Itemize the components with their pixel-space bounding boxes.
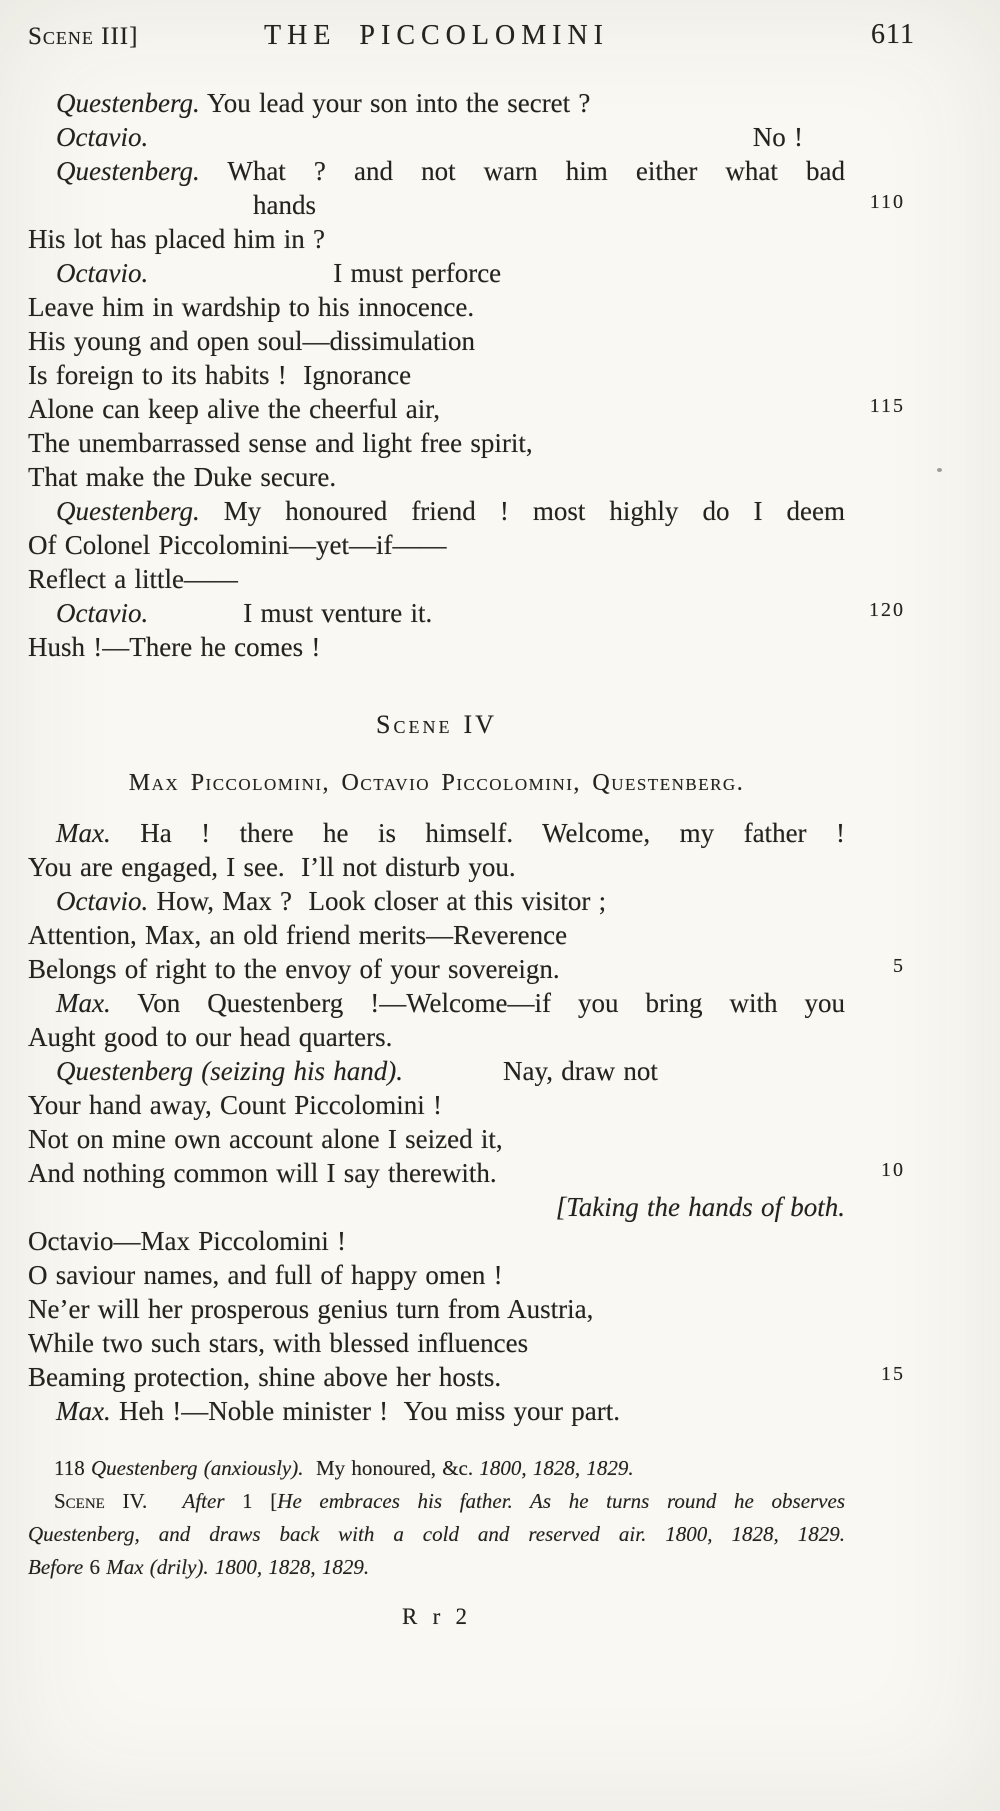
text-line xyxy=(28,884,845,918)
text-segment: Questenberg, and draws back with a cold and reserved air. 1800, 1828, 1829. xyxy=(28,1522,845,1546)
text-line xyxy=(28,850,845,884)
text-line xyxy=(28,596,905,630)
text-line xyxy=(28,1551,845,1584)
text-line xyxy=(28,918,845,952)
scan-speck xyxy=(937,468,942,472)
text-line xyxy=(28,528,845,562)
text-line xyxy=(28,426,845,460)
text-segment: 6 xyxy=(83,1555,107,1579)
text-segment: After xyxy=(182,1489,225,1513)
text-line xyxy=(28,1258,845,1292)
text-segment: hands xyxy=(253,190,316,220)
text-segment: You lead your son into the secret ? xyxy=(199,88,591,118)
text-segment: Belongs of right to the envoy of your sovereign. xyxy=(28,954,560,984)
text-line xyxy=(28,86,845,120)
text-segment: Questenberg (anxiously). xyxy=(90,1456,304,1480)
text-line xyxy=(28,392,905,426)
text-line xyxy=(28,1452,845,1485)
text-segment: His young and open soul—dissimulation xyxy=(28,326,475,356)
text-segment: Heh !—Noble minister ! You miss your part. xyxy=(110,1396,620,1426)
scene-4-heading: Scene IV xyxy=(376,710,497,739)
text-line xyxy=(28,494,845,528)
text-line xyxy=(28,1156,905,1190)
page-text-block xyxy=(28,86,905,1634)
text-line xyxy=(28,1190,845,1224)
text-segment: Max (drily). 1800, 1828, 1829. xyxy=(106,1555,370,1579)
text-segment: Attention, Max, an old friend merits—Reverence xyxy=(28,920,568,950)
text-segment: Before xyxy=(28,1555,84,1579)
text-line xyxy=(28,290,845,324)
text-segment: 1 [ xyxy=(224,1489,278,1513)
text-segment xyxy=(147,1489,182,1513)
text-line xyxy=(28,562,845,596)
running-header-title: THE PICCOLOMINI xyxy=(264,20,609,51)
text-segment: You are engaged, I see. I’ll not disturb you. xyxy=(28,852,516,882)
text-segment: Octavio—Max Piccolomini ! xyxy=(28,1226,346,1256)
text-segment: The unembarrassed sense and light free spirit, xyxy=(28,428,533,458)
text-segment: Alone can keep alive the cheerful air, xyxy=(28,394,440,424)
text-line xyxy=(28,1020,845,1054)
text-segment: Leave him in wardship to his innocence. xyxy=(28,292,475,322)
text-line xyxy=(28,154,845,188)
text-segment: 118 xyxy=(54,1456,91,1480)
text-segment: Octavio. xyxy=(56,122,149,152)
text-segment: Scene IV. xyxy=(54,1489,148,1513)
text-segment: Max. xyxy=(56,818,111,848)
text-line xyxy=(28,324,845,358)
text-segment: 1800, 1828, 1829. xyxy=(479,1456,634,1480)
running-header-scene-label: Scene III] xyxy=(28,23,139,50)
text-line xyxy=(28,986,845,1020)
text-line xyxy=(28,358,845,392)
text-segment: How, Max ? Look closer at this visitor ; xyxy=(148,886,607,916)
text-segment: Octavio. xyxy=(56,886,149,916)
signature-mark: R r 2 xyxy=(402,1604,471,1629)
text-segment: Ha ! there he is himself. Welcome, my father ! xyxy=(110,818,845,848)
text-segment: What ? and not warn him either what bad xyxy=(199,156,845,186)
text-segment: Hush !—There he comes ! xyxy=(28,632,321,662)
text-line xyxy=(28,1224,845,1258)
text-segment: While two such stars, with blessed influences xyxy=(28,1328,529,1358)
text-segment: [Taking the hands of both. xyxy=(555,1192,845,1222)
text-segment: Questenberg (seizing his hand). xyxy=(56,1056,403,1086)
text-segment: His lot has placed him in ? xyxy=(28,224,325,254)
verse-line-number: 110 xyxy=(869,191,905,213)
verse-line-number: 115 xyxy=(869,395,905,417)
text-line xyxy=(28,630,845,664)
text-segment: Octavio. xyxy=(56,598,149,628)
text-line xyxy=(28,1394,845,1428)
text-segment: My honoured, &c. xyxy=(303,1456,480,1480)
text-line xyxy=(28,222,845,256)
text-segment: Von Questenberg !—Welcome—if you bring with you xyxy=(110,988,845,1018)
text-segment: Is foreign to its habits ! Ignorance xyxy=(28,360,412,390)
text-line xyxy=(28,460,845,494)
text-segment: Max. xyxy=(56,988,111,1018)
text-segment: Ne’er will her prosperous genius turn from Austria, xyxy=(28,1294,594,1324)
right-inline-text: No ! xyxy=(752,122,803,152)
running-header xyxy=(28,19,915,52)
text-segment: Max. xyxy=(56,1396,111,1426)
text-segment: Your hand away, Count Piccolomini ! xyxy=(28,1090,442,1120)
verse-line-number: 10 xyxy=(881,1159,905,1181)
text-segment: Questenberg. xyxy=(56,88,200,118)
text-line xyxy=(28,120,845,154)
text-line xyxy=(28,256,845,290)
text-segment: Not on mine own account alone I seized it, xyxy=(28,1124,503,1154)
text-segment: Nay, draw not xyxy=(502,1056,658,1086)
text-line xyxy=(28,188,905,222)
text-segment: Octavio. xyxy=(56,258,149,288)
verse-line-number: 120 xyxy=(869,599,905,621)
text-segment: Questenberg. xyxy=(56,156,200,186)
scene-4-dialogue xyxy=(28,816,905,1428)
text-segment: My honoured friend ! most highly do I deem xyxy=(199,496,845,526)
text-segment: Aught good to our head quarters. xyxy=(28,1022,393,1052)
scene-3-dialogue xyxy=(28,86,905,664)
text-segment: O saviour names, and full of happy omen ! xyxy=(28,1260,503,1290)
text-line xyxy=(28,952,905,986)
text-line xyxy=(28,1054,845,1088)
text-line xyxy=(28,1326,845,1360)
text-line xyxy=(28,1518,845,1551)
text-segment: He embraces his father. As he turns round he observes xyxy=(277,1489,845,1513)
page-number: 611 xyxy=(871,19,915,50)
text-segment: Questenberg. xyxy=(56,496,200,526)
text-segment: Reflect a little—— xyxy=(28,564,238,594)
text-segment: Beaming protection, shine above her hosts. xyxy=(28,1362,502,1392)
text-line xyxy=(28,1360,905,1394)
text-line xyxy=(28,1122,845,1156)
text-line xyxy=(28,1485,845,1518)
text-line xyxy=(28,1292,845,1326)
text-segment: I must perforce xyxy=(333,258,502,288)
text-segment: I must venture it. xyxy=(243,598,433,628)
text-segment: And nothing common will I say therewith. xyxy=(28,1158,497,1188)
text-segment: Of Colonel Piccolomini—yet—if—— xyxy=(28,530,447,560)
text-line xyxy=(28,1088,845,1122)
verse-line-number: 15 xyxy=(881,1363,905,1385)
text-segment: That make the Duke secure. xyxy=(28,462,337,492)
verse-line-number: 5 xyxy=(893,955,905,977)
text-line xyxy=(28,816,845,850)
scene-4-characters: Max Piccolomini, Octavio Piccolomini, Questenberg. xyxy=(128,770,745,796)
footnotes xyxy=(28,1452,845,1584)
